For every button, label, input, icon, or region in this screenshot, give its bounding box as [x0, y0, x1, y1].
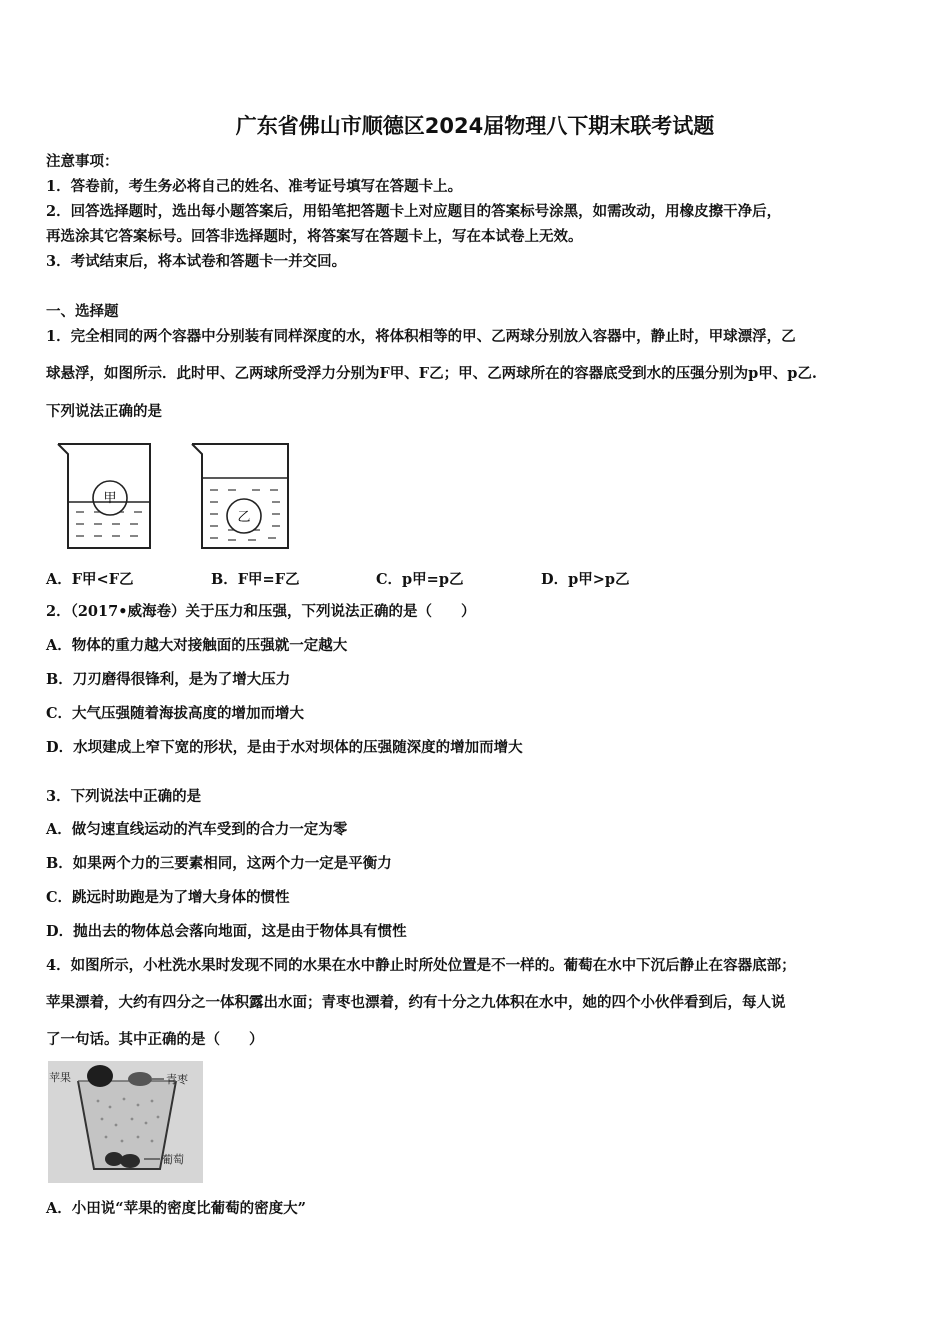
q2-option-c[interactable]: C．大气压强随着海拔高度的增加而增大: [46, 705, 305, 722]
q2-option-d[interactable]: D．水坝建成上窄下宽的形状，是由于水对坝体的压强随深度的增加而增大: [46, 739, 523, 756]
q1-option-c[interactable]: C．p甲=p乙: [376, 571, 464, 588]
q4-stem-line: 4．如图所示，小杜洗水果时发现不同的水果在水中静止时所处位置是不一样的。葡萄在水中下沉后静止在容器底部；: [46, 957, 796, 974]
q3-option-b[interactable]: B．如果两个力的三要素相同，这两个力一定是平衡力: [46, 855, 392, 872]
q4-stem-line: 了一句话。其中正确的是（ ）: [46, 1031, 264, 1048]
notice-item: 3．考试结束后，将本试卷和答题卡一并交回。: [46, 253, 347, 270]
apple-shape: [87, 1065, 113, 1087]
q2-stem: 2．（2017•威海卷）关于压力和压强，下列说法正确的是（ ）: [46, 603, 476, 620]
jujube-label: 青枣: [166, 1073, 188, 1086]
notice-heading: 注意事项：: [46, 153, 119, 170]
apple-label: 苹果: [49, 1071, 71, 1084]
q1-option-d[interactable]: D．p甲>p乙: [541, 571, 630, 588]
q2-option-a[interactable]: A．物体的重力越大对接触面的压强就一定越大: [46, 637, 348, 654]
beaker-left: [58, 444, 150, 548]
q3-option-d[interactable]: D．抛出去的物体总会落向地面，这是由于物体具有惯性: [46, 923, 407, 940]
fruit-container-photo: [48, 1061, 203, 1183]
beaker-right: [192, 444, 288, 548]
q2-option-b[interactable]: B．刀刃磨得很锋利，是为了增大压力: [46, 671, 291, 688]
ball-yi-label: 乙: [237, 510, 251, 525]
notice-item: 1．答卷前，考生务必将自己的姓名、准考证号填写在答题卡上。: [46, 178, 463, 195]
q1-option-b[interactable]: B．F甲=F乙: [211, 571, 300, 588]
page-title: 广东省佛山市顺德区2024届物理八下期末联考试题: [235, 114, 715, 138]
ball-jia-label: 甲: [103, 491, 117, 506]
notice-item: 2．回答选择题时，选出每小题答案后，用铅笔把答题卡上对应题目的答案标号涂黑，如需改动，用橡皮擦干净后，: [46, 203, 782, 220]
notice-item: 再选涂其它答案标号。回答非选择题时，将答案写在答题卡上，写在本试卷上无效。: [46, 228, 583, 245]
q1-stem-line: 下列说法正确的是: [46, 403, 162, 420]
grape-label: 葡萄: [162, 1153, 184, 1166]
q3-stem: 3．下列说法中正确的是: [46, 788, 202, 805]
q1-option-a[interactable]: A．F甲<F乙: [46, 571, 134, 588]
section-heading: 一、选择题: [46, 303, 119, 320]
q4-option-a[interactable]: A．小田说“苹果的密度比葡萄的密度大”: [46, 1200, 306, 1217]
jujube-shape: [128, 1072, 152, 1086]
beakers-figure: [52, 440, 302, 552]
grape-shape: [105, 1152, 123, 1166]
q4-stem-line: 苹果漂着，大约有四分之一体积露出水面；青枣也漂着，约有十分之九体积在水中，她的四个小伙伴看到后，每人说: [46, 994, 786, 1011]
q3-option-c[interactable]: C．跳远时助跑是为了增大身体的惯性: [46, 889, 290, 906]
q1-stem-line: 球悬浮，如图所示．此时甲、乙两球所受浮力分别为F甲、F乙；甲、乙两球所在的容器底受到水的压强分别为p甲、p乙.: [46, 365, 817, 382]
q1-stem-line: 1．完全相同的两个容器中分别装有同样深度的水，将体积相等的甲、乙两球分别放入容器中，静止时，甲球漂浮，乙: [46, 328, 796, 345]
q3-option-a[interactable]: A．做匀速直线运动的汽车受到的合力一定为零: [46, 821, 348, 838]
